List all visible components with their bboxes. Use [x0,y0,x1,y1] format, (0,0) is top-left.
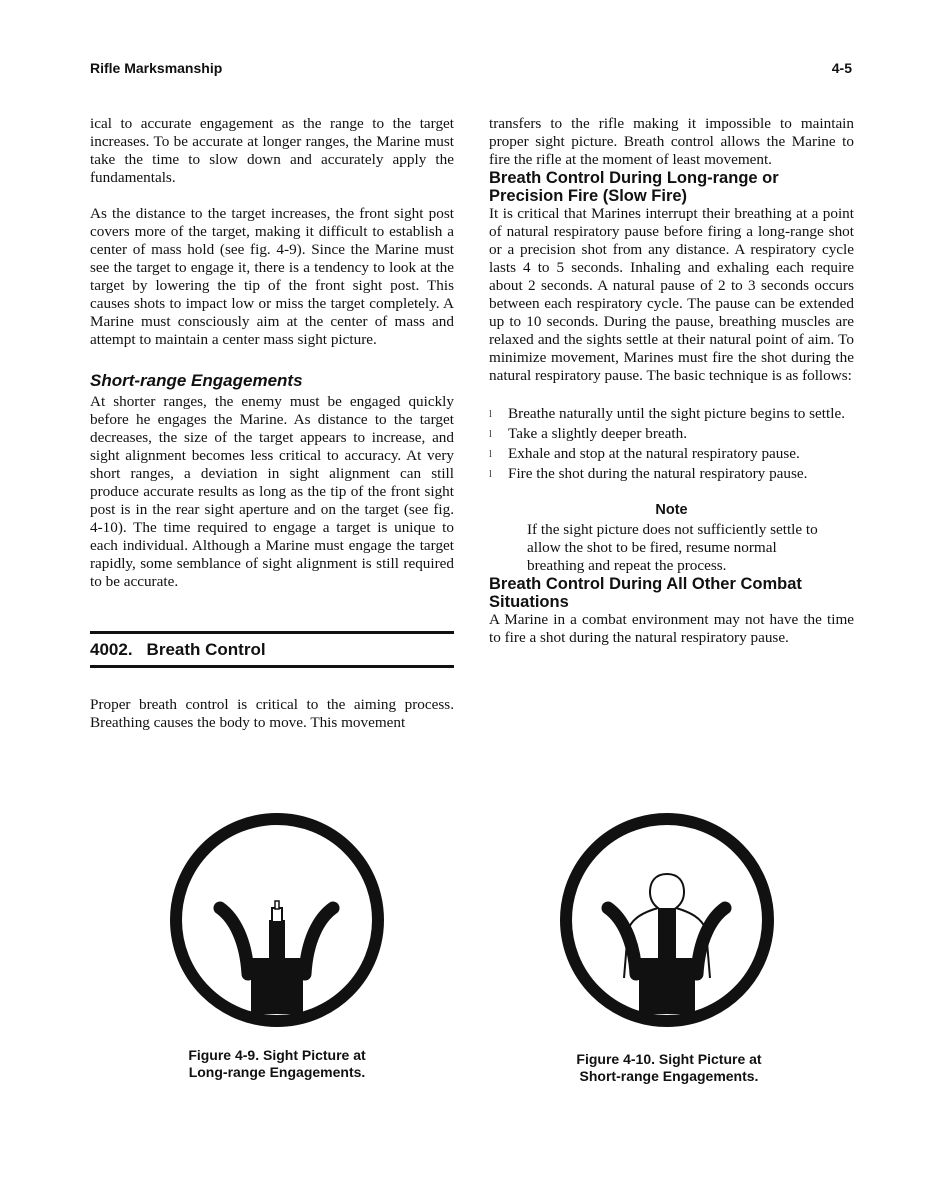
section-number: 4002. [90,640,133,659]
figure-long-range [158,808,396,1038]
paragraph: It is critical that Marines interrupt their breathing at a point of natural respiratory pause before firing a long-range shot or a precision shot from any distance. A respiratory cycle lasts 4 to 5 seconds. Inhaling and exhaling each require about 2 seconds. A natural pause of 2 to 3 seconds occurs between each respiratory cycle. The pause can be extended up to 10 seconds. During the pause, breathing muscles are relaxed and the sights settle at their natural point of aim. To minimize movement, Marines must fire the shot during the natural respiratory pause. The basic technique is as follows: [489,205,854,384]
page-number: 4-5 [828,60,852,76]
page-header [90,60,852,80]
left-column [90,115,454,732]
subheading-other-combat: Breath Control During All Other Combat Situations [489,575,802,611]
bullet-marker: l [489,409,492,420]
header-title: Rifle Marksmanship [90,60,223,76]
list-item: l Take a slightly deeper breath. [489,425,688,442]
sight-picture-long-range-icon [158,808,396,1038]
sight-picture-short-range-icon [548,808,786,1038]
paragraph: ical to accurate engagement as the range to the target increases. To be accurate at longer ranges, the Marine must take the time to slow down and accurately apply the fundamentals. [90,115,454,186]
section-heading [90,631,454,668]
bullet-marker: l [489,469,492,480]
list-item: l Breathe naturally until the sight picture begins to settle. [489,405,845,422]
list-item: l Exhale and stop at the natural respiratory pause. [489,445,800,462]
subheading-short-range: Short-range Engagements [90,371,303,390]
bullet-marker: l [489,429,492,440]
section-title: Breath Control [146,640,266,659]
paragraph: As the distance to the target increases, the front sight post covers more of the target, making it difficult to establish a center of mass hold (see fig. 4-9). Since the Marine must see the target to engage it, there is a tendency to look at the target by lowering the tip of the front sight post. This causes shots to impact low or miss the target completely. A Marine must consciously aim at the center of mass and attempt to maintain a center mass sight picture. [90,205,454,348]
figure-short-range [548,808,786,1038]
bullet-marker: l [489,449,492,460]
paragraph: Proper breath control is critical to the aiming process. Breathing causes the body to move. This movement [90,696,454,731]
paragraph: At shorter ranges, the enemy must be engaged quickly before he engages the Marine. As distance to the target decreases, the size of the target appears to increase, and sight alignment becomes less critical to accuracy. At very short ranges, a deviation in sight alignment can still produce accurate results as long as the tip of the front sight post is in the rear sight aperture and on the target (see fig. 4-10). The time required to engage a target is unique to each individual. Although a Marine must engage the target rapidly, some semblance of sight alignment is still required to be accurate. [90,393,454,590]
note-text: If the sight picture does not sufficiently settle to allow the shot to be fired, resume normal breathing and repeat the process. [527,521,818,574]
right-column [489,115,854,647]
note-title: Note [655,502,688,518]
figure-caption: Figure 4-10. Sight Picture at Short-range Engagements. [576,1051,762,1084]
paragraph: A Marine in a combat environment may not have the time to fire a shot during the natural respiratory pause. [489,611,854,646]
figure-caption: Figure 4-9. Sight Picture at Long-range Engagements. [188,1047,366,1080]
technique-list [489,405,854,483]
subheading-long-range: Breath Control During Long-range or Precision Fire (Slow Fire) [489,169,779,205]
paragraph: transfers to the rifle making it impossible to maintain proper sight picture. Breath control allows the Marine to fire the rifle at the moment of least movement. [489,115,854,168]
list-item: l Fire the shot during the natural respiratory pause. [489,465,808,482]
